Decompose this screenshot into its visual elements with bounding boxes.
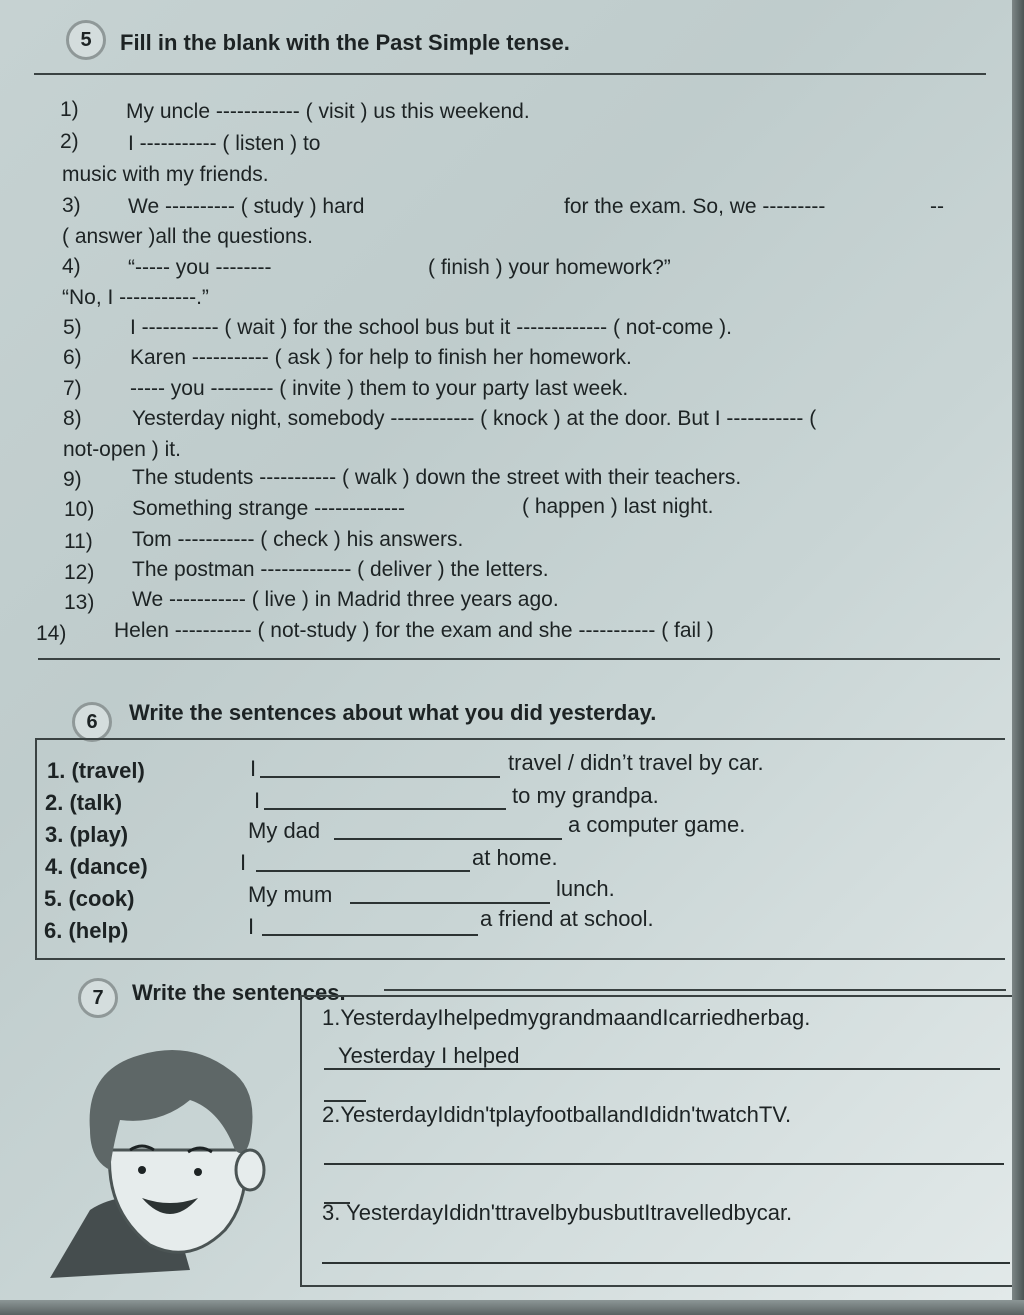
exercise-5-bottom-rule <box>38 658 1000 660</box>
ex5-item-continuation: not-open ) it. <box>63 438 181 461</box>
ex6-answer-line[interactable] <box>262 934 478 936</box>
ex6-row-rest: a friend at school. <box>480 906 654 931</box>
ex7-answer-line[interactable] <box>322 1262 1010 1264</box>
ex5-item-text: ----- you --------- ( invite ) them to your party last week. <box>130 377 629 400</box>
ex7-answer-line[interactable] <box>324 1068 1000 1070</box>
ex6-answer-line[interactable] <box>264 808 506 810</box>
ex6-row-label: 6. (help) <box>44 918 129 943</box>
exercise-6-number-badge <box>72 702 112 742</box>
exercise-7-top-rule <box>384 989 1006 991</box>
ex5-item-number: 9) <box>63 468 82 491</box>
page-edge-shadow <box>1012 0 1024 1315</box>
ex5-item-text: My uncle ------------ ( visit ) us this weekend. <box>126 100 530 123</box>
ex5-item-continuation: music with my friends. <box>62 163 269 186</box>
ex6-row-label: 4. (dance) <box>45 854 148 879</box>
ex5-item-number: 5) <box>63 316 82 339</box>
ex5-item-number: 11) <box>64 530 93 553</box>
ex7-answer-line[interactable] <box>324 1163 1004 1165</box>
ex6-row-label: 2. (talk) <box>45 790 123 815</box>
ex5-item-text-trailing: -- <box>930 195 944 218</box>
ex5-item-text: Yesterday night, somebody ------------ ( knock ) at the door. But I ----------- ( <box>132 407 817 430</box>
ex6-row-label: 5. (cook) <box>44 886 135 911</box>
ex5-item-number: 12) <box>64 561 95 584</box>
ex6-row-rest: travel / didn’t travel by car. <box>508 750 764 775</box>
ex5-item-text: Tom ----------- ( check ) his answers. <box>132 528 464 551</box>
boy-right-eye <box>194 1168 202 1176</box>
ex5-item-text-right: ( happen ) last night. <box>522 495 714 518</box>
ex5-item-text: The students ----------- ( walk ) down the street with their teachers. <box>132 466 742 489</box>
ex5-item-text: Something strange ------------- <box>132 497 406 520</box>
ex5-item-text: “----- you -------- <box>128 256 272 279</box>
exercise-7-title: Write the sentences. <box>132 980 346 1005</box>
ex5-item-text: I ----------- ( wait ) for the school bus but it ------------- ( not-come ). <box>130 316 732 339</box>
ex5-item-number: 13) <box>64 591 95 614</box>
exercise-6-title: Write the sentences about what you did yesterday. <box>129 700 657 725</box>
ex5-item-number: 1) <box>60 98 79 121</box>
ex6-row-rest: at home. <box>472 845 558 870</box>
ex6-row-subject: I <box>254 788 261 813</box>
ex5-item-number: 7) <box>63 377 82 400</box>
ex5-item-number: 10) <box>64 498 95 521</box>
ex5-item-text: Helen ----------- ( not-study ) for the exam and she ----------- ( fail ) <box>114 619 714 642</box>
ex6-row-subject: My dad <box>248 818 321 843</box>
ex6-row-label: 3. (play) <box>45 822 129 847</box>
ex6-answer-line[interactable] <box>260 776 500 778</box>
ex5-item-text-right: for the exam. So, we --------- <box>564 195 826 218</box>
ex6-row-subject: I <box>250 756 257 781</box>
ex6-row-subject: I <box>240 850 247 875</box>
exercise-5-title: Fill in the blank with the Past Simple tense. <box>120 30 570 55</box>
exercise-7-number: 7 <box>92 987 104 1009</box>
exercise-5-number-badge <box>66 20 106 60</box>
ex5-item-text-right: ( finish ) your homework?” <box>428 256 671 279</box>
boy-ear <box>236 1150 264 1190</box>
ex6-row-rest: lunch. <box>556 876 615 901</box>
ex5-item-number: 6) <box>63 346 82 369</box>
exercise-5-top-rule <box>34 73 986 75</box>
ex5-item-number: 3) <box>62 194 81 217</box>
ex5-item-continuation: “No, I -----------.” <box>62 286 209 309</box>
boy-left-eye <box>138 1166 146 1174</box>
ex6-row-rest: to my grandpa. <box>512 783 659 808</box>
page-bottom-shadow <box>0 1300 1024 1315</box>
ex7-prompt: 2.YesterdayIdidn'tplayfootballandIdidn'twatchTV. <box>322 1102 792 1127</box>
ex6-row-subject: My mum <box>248 882 333 907</box>
boy-illustration <box>50 1030 300 1280</box>
ex6-answer-line[interactable] <box>256 870 470 872</box>
ex6-row-label: 1. (travel) <box>47 758 145 783</box>
ex6-answer-line[interactable] <box>350 902 550 904</box>
table-left-border <box>35 740 37 958</box>
exercise-6-number: 6 <box>86 711 98 733</box>
ex7-answer[interactable]: Yesterday I helped <box>338 1043 520 1068</box>
ex6-answer-line[interactable] <box>334 838 562 840</box>
exercise-7-number-badge <box>78 978 118 1018</box>
ex5-item-text: The postman ------------- ( deliver ) the letters. <box>132 558 549 581</box>
ex5-item-text: I ----------- ( listen ) to <box>128 132 321 155</box>
ex5-item-number: 4) <box>62 255 81 278</box>
ex5-item-number: 14) <box>36 622 67 645</box>
ex5-item-text: We ----------- ( live ) in Madrid three years ago. <box>132 588 559 611</box>
exercise-5-number: 5 <box>80 29 92 51</box>
ex5-item-text: We ---------- ( study ) hard <box>128 195 365 218</box>
ex5-item-continuation: ( answer )all the questions. <box>62 225 313 248</box>
ex5-item-number: 8) <box>63 407 82 430</box>
ex6-row-rest: a computer game. <box>568 812 746 837</box>
ex5-item-number: 2) <box>60 130 79 153</box>
exercise-7-box <box>300 995 1014 1287</box>
ex5-item-text: Karen ----------- ( ask ) for help to finish her homework. <box>130 346 632 369</box>
ex6-row-subject: I <box>248 914 255 939</box>
ex7-prompt: 3. YesterdayIdidn'ttravelbybusbutItravelledbycar. <box>322 1200 793 1225</box>
ex7-prompt: 1.YesterdayIhelpedmygrandmaandIcarriedherbag. <box>322 1005 811 1030</box>
